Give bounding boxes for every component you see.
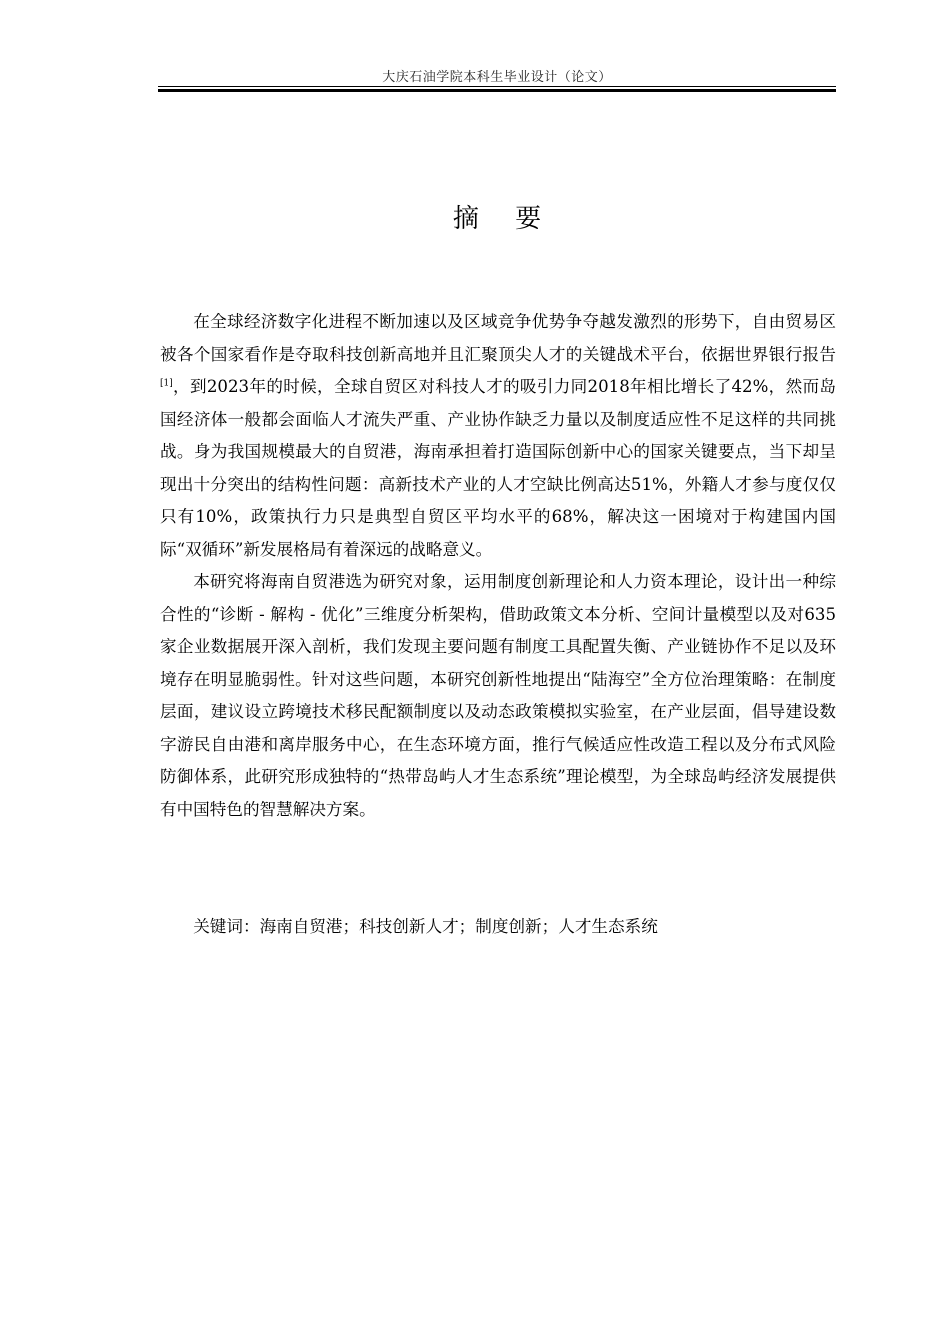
abstract-title: 摘 要 bbox=[452, 204, 556, 234]
keywords-value: 海南自贸港；科技创新人才；制度创新；人才生态系统 bbox=[259, 917, 658, 936]
abstract-paragraph-2: 本研究将海南自贸港选为研究对象，运用制度创新理论和人力资本理论，设计出一种综合性的“诊断 - 解构 - 优化”三维度分析架构，借助政策文本分析、空间计量模型以及对635家企业数据展开深入剖析，我们发现主要问题有制度工具配置失衡、产业链协作不足以及环境存在明显脆弱性。针对这些问题，本研究创新性地提出“陆海空”全方位治理策略：在制度层面，建议设立跨境技术移民配额制度以及动态政策模拟实验室，在产业层面，倡导建设数字游民自由港和离岸服务中心，在生态环境方面，推行气候适应性改造工程以及分布式风险防御体系，此研究形成独特的“热带岛屿人才生态系统”理论模型，为全球岛屿经济发展提供有中国特色的智慧解决方案。 bbox=[160, 572, 836, 819]
keywords-label: 关键词： bbox=[193, 917, 260, 936]
paragraph-1-text-b: ，到2023年的时候，全球自贸区对科技人才的吸引力同2018年相比增长了42%，然而岛国经济体一般都会面临人才流失严重、产业协作缺乏力量以及制度适应性不足这样的共同挑战。身为我国规模最大的自贸港，海南承担着打造国际创新中心的国家关键要点，当下却呈现出十分突出的结构性问题：高新技术产业的人才空缺比例高达51%，外籍人才参与度仅仅只有10%，政策执行力只是典型自贸区平均水平的68%，解决这一困境对于构建国内国际“双循环”新发展格局有着深远的战略意义。 bbox=[160, 377, 836, 559]
abstract-body bbox=[160, 306, 836, 826]
header-rule bbox=[158, 86, 836, 92]
keywords-line bbox=[160, 911, 836, 944]
running-header: 大庆石油学院本科生毕业设计（论文） bbox=[382, 70, 612, 85]
abstract-paragraph-1 bbox=[160, 306, 836, 566]
citation-ref: [1] bbox=[160, 378, 173, 389]
paragraph-1-text-a: 在全球经济数字化进程不断加速以及区域竞争优势争夺越发激烈的形势下，自由贸易区被各个国家看作是夺取科技创新高地并且汇聚顶尖人才的关键战术平台，依据世界银行报告 bbox=[160, 312, 836, 364]
